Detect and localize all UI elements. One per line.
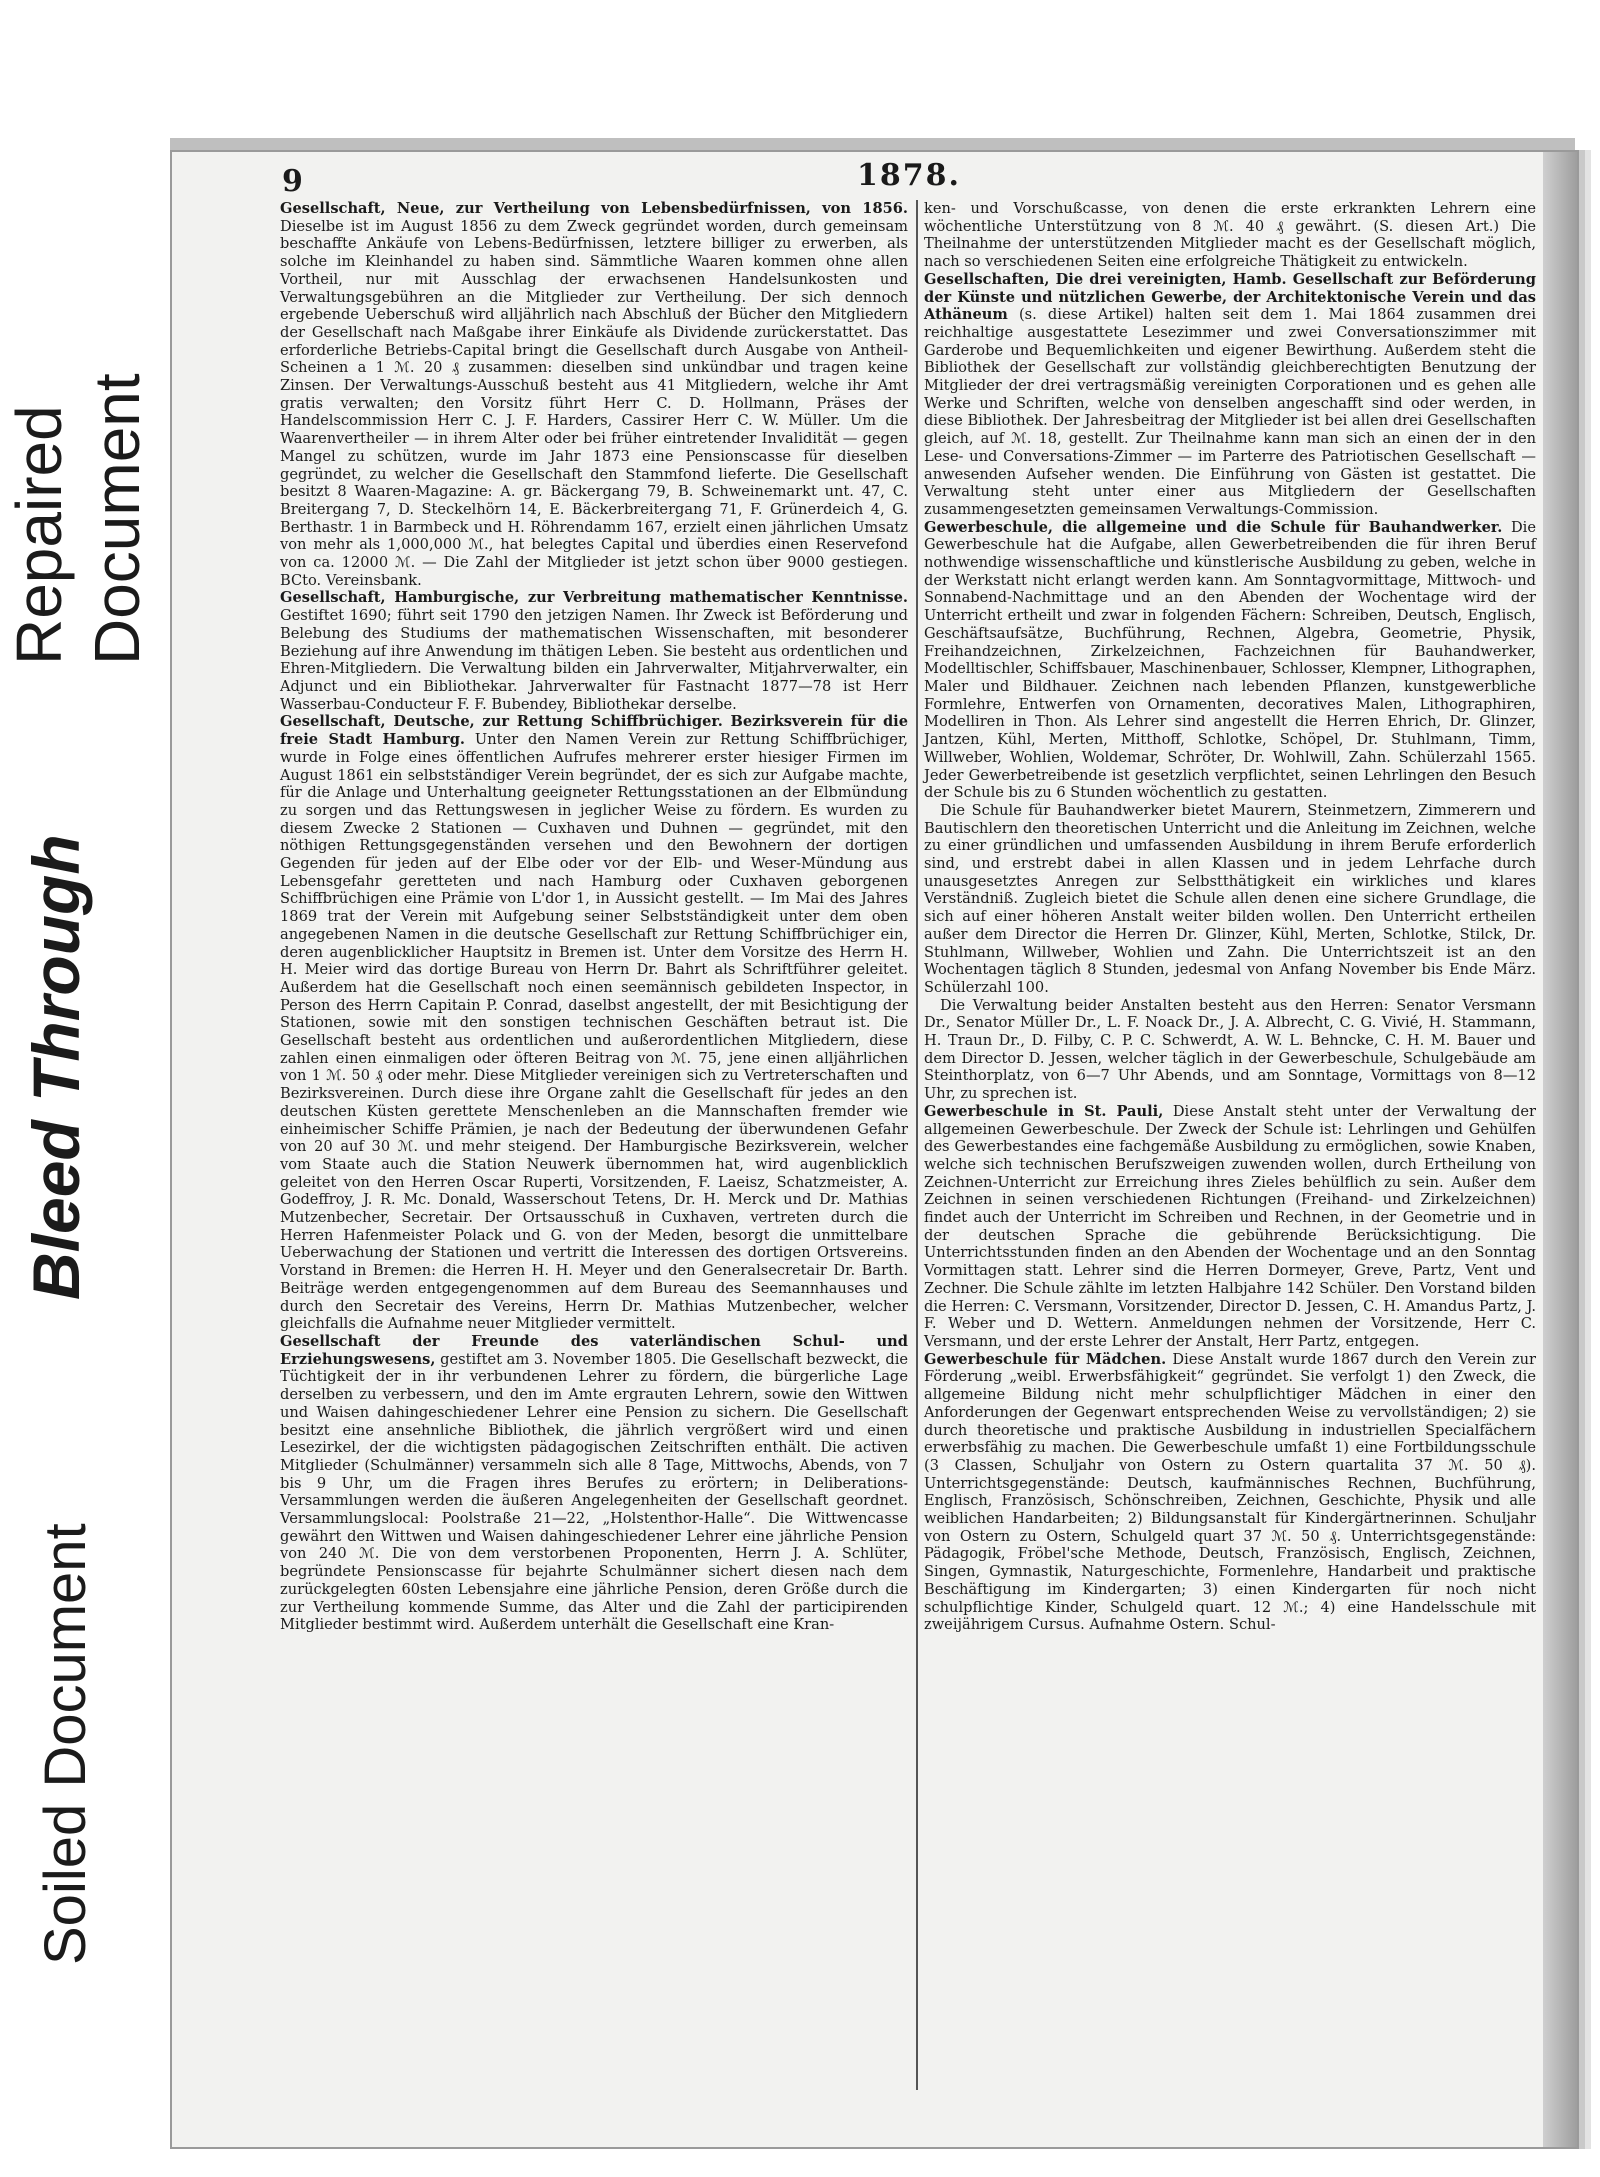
entry-text: Die Schule für Bauhandwerker bietet Maurern, Steinmetzern, Zimmerern und Bautischlern den theoretischen Unterricht und die Anleitung im Zeichnen, welche zu einer gründlichen und umfassenden Ausbildung in ihrem Berufe erforderlich sind, und erstrebt dabei in allen Klassen und in jedem Lehrfache durch unausgesetztes Anregen zur Selbstthätigkeit ein wirkliches und klares Verständniß. Zugleich bietet die Schule allen denen eine sichere Grundlage, die sich auf einer höheren Anstalt weiter bilden wollen. Den Unterricht ertheilen außer dem Director die Herren Dr. Glinzer, Kühl, Merten, Schlotke, Stilck, Dr. Stuhlmann, Willweber, Wohlien und Zahn. Die Unterrichtszeit ist an den Wochentagen täglich 8 Stunden, jedesmal von Anfang November bis Ende März. Schülerzahl 100. — [924, 801, 1536, 996]
entry-title: Gesellschaft, Neue, zur Vertheilung von Lebensbedürfnissen, von 1856. — [280, 200, 908, 217]
entry-text: Diese Anstalt wurde 1867 durch den Verein zur Förderung „weibl. Erwerbsfähigkeit“ gegründet. Sie verfolgt 1) den Zweck, die allgemeine Bildung nicht mehr schulpflichtiger Mädchen in einer den Anforderungen der Gegenwart entsprechenden Weise zu vervollständigen; 2) sie durch theoretische und praktische Ausbildung in industriellen Specialfächern erwerbsfähig zu machen. Die Gewerbeschule umfaßt 1) eine Fortbildungsschule (3 Classen, Schuljahr von Ostern zu Ostern quartalita 37 ℳ. 50 ₰). Unterrichtsgegenstände: Deutsch, kaufmännisches Rechnen, Buchführung, Englisch, Französisch, Schönschreiben, Zeichnen, Geschichte, Physik und alle weiblichen Handarbeiten; 2) Bildungsanstalt für Kindergärtnerinnen. Schuljahr von Ostern zu Ostern, Schulgeld quart 37 ℳ. 50 ₰. Unterrichtsgegenstände: Pädagogik, Fröbel'sche Methode, Deutsch, Französisch, Englisch, Zeichnen, Singen, Gymnastik, Naturgeschichte, Formenlehre, Handarbeit und praktische Beschäftigung im Kindergarten; 3) einen Kindergarten für noch nicht schulpflichtige Kinder, Schulgeld quart. 12 ℳ.; 4) eine Handelsschule mit zweijährigem Cursus. Aufnahme Ostern. Schul- — [924, 1350, 1537, 1634]
entry-title: Gewerbeschule für Mädchen. — [924, 1350, 1167, 1368]
entry-title: Gewerbeschule in St. Pauli, — [924, 1102, 1164, 1120]
entry-paragraph — [280, 200, 908, 589]
label-soiled-document: Soiled Document — [33, 1523, 98, 1965]
entry-paragraph — [924, 802, 1536, 997]
page-year: 1878. — [857, 158, 961, 193]
entry-text: Die Gewerbeschule hat die Aufgabe, allen Gewerbetreibenden die für ihren Beruf nothwendige wissenschaftliche und künstlerische Ausbildung zu geben, welche in der Werkstatt nicht erlangt werden kann. Am Sonntagvormittage, Mittwoch- und Sonnabend-Nachmittage und an den Abenden der Wochentage wird der Unterricht ertheilt und zwar in folgenden Fächern: Schreiben, Deutsch, Englisch, Geschäftsaufsätze, Buchführung, Rechnen, Algebra, Geometrie, Physik, Freihandzeichnen, Zirkelzeichnen, Fachzeichnen für Bauhandwerker, Modelltischler, Schiffsbauer, Maschinenbauer, Schlosser, Klempner, Lithographen, Maler und Bildhauer. Zeichnen nach lebenden Pflanzen, kunstgewerbliche Formlehre, Entwerfen von Ornamenten, decoratives Malen, Lithographiren, Modelliren in Thon. Als Lehrer sind angestellt die Herren Ehrich, Dr. Glinzer, Jantzen, Kühl, Merten, Mitthoff, Schlotke, Schöpel, Dr. Stuhlmann, Timm, Willweber, Wohlien, Woldemar, Schröter, Dr. Wohlwill, Zahn. Schülerzahl 1565. Jeder Gewerbetreibende ist gesetzlich verpflichtet, seinen Lehrlingen den Besuch der Schule bis zu 6 Stunden wöchentlich zu gestatten. — [924, 518, 1536, 802]
right-column — [924, 200, 1536, 2090]
entry-text: Gestiftet 1690; führt seit 1790 den jetzigen Namen. Ihr Zweck ist Beförderung und Belebung des Studiums der mathematischen Wissenschaften, mit besonderer Beziehung auf ihre Anwendung im thätigen Leben. Sie besteht aus ordentlichen und Ehren-Mitgliedern. Die Verwaltung bilden ein Jahrverwalter, Mitjahrverwalter, ein Adjunct und ein Bibliothekar. Jahrverwalter für Fastnacht 1877—78 ist Herr Wasserbau-Conducteur F. F. Bubendey, Bibliothekar derselbe. — [280, 607, 908, 713]
entry-text: Die Verwaltung beider Anstalten besteht aus den Herren: Senator Versmann Dr., Senator Müller Dr., L. F. Noack Dr., J. A. Albrecht, C. G. Vivié, H. Stammann, H. Traun Dr., D. Filby, C. P. C. Schwerdt, A. W. L. Behncke, C. H. M. Bauer und dem Director D. Jessen, welcher täglich in der Gewerbeschule, Schulgebäude am Steinthorplatz, von 6—7 Uhr Abends, und am Sonntage, Vormittags von 8—12 Uhr, zu sprechen ist. — [924, 996, 1536, 1103]
entry-paragraph — [924, 1351, 1536, 1634]
entry-title: Gesellschaft, Deutsche, zur Rettung Schiffbrüchiger. Bezirksverein für die freie Stadt Hamburg. — [280, 713, 908, 749]
entry-paragraph — [924, 1103, 1536, 1351]
left-column — [280, 200, 908, 2090]
entry-paragraph — [924, 271, 1536, 519]
entry-title: Gesellschaften, Die drei vereinigten, Hamb. Gesellschaft zur Beförderung der Künste und nützlichen Gewerbe, der Architektonische Verein und das Athäneum — [924, 270, 1536, 324]
entry-paragraph — [280, 589, 908, 713]
entry-paragraph — [924, 200, 1536, 271]
entry-title: Gesellschaft, Hamburgische, zur Verbreitung mathematischer Kenntnisse. — [280, 589, 908, 607]
entry-title: Gesellschaft der Freunde des vaterländischen Schul- und Erziehungswesens, — [280, 1333, 908, 1368]
entry-text: ken- und Vorschußcasse, von denen die erste erkrankten Lehrern eine wöchentliche Unterstützung von 8 ℳ. 40 ₰ gewährt. (S. diesen Art.) Die Theilnahme der unterstützenden Mitglieder macht es der Gesellschaft möglich, nach so verschiedenen Seiten eine erfolgreiche Thätigkeit zu entwickeln. — [924, 200, 1536, 271]
entry-text: (s. diese Artikel) halten seit dem 1. Mai 1864 zusammen drei reichhaltige ausgestattete Lesezimmer und zwei Conversationszimmer mit Garderobe und Bequemlichkeiten und eigener Bewirthung. Außerdem steht die Bibliothek der Gesellschaft zur vollständig gleichberechtigten Benutzung der Mitglieder der drei vertragsmäßig vereinigten Corporationen und es gehen alle Werke und Schriften, welche von denselben angeschafft sind oder werden, in diese Bibliothek. Der Jahresbeitrag der Mitglieder ist bei allen drei Gesellschaften gleich, auf ℳ. 18, gestellt. Zur Theilnahme kann man sich an einen der in den Lese- und Conversations-Zimmer — im Parterre des Patriotischen Gesellschaft — anwesenden Aufseher wenden. Die Einführung von Gästen ist gestattet. Die Verwaltung steht unter einer aus Mitgliedern der Gesellschaften zusammengesetzten gemeinsamen Verwaltungs-Commission. — [924, 306, 1536, 518]
entry-text: Dieselbe ist im August 1856 zu dem Zweck gegründet worden, durch gemeinsam beschaffte Ankäufe von Lebens-Bedürfnissen, letztere billiger zu erwerben, als solche im Kleinhandel zu haben sind. Sämmtliche Waaren kommen ohne allen Vortheil, nur mit Ausschlag der erwachsenen Handelsunkosten und Verwaltungsgebühren an die Mitglieder zur Vertheilung. Der sich dennoch ergebende Ueberschuß wird alljährlich nach Abschluß der Bücher den Mitgliedern der Gesellschaft nach Maßgabe ihrer Einkäufe als Dividende zurückerstattet. Das erforderliche Betriebs-Capital bringt die Gesellschaft durch Ausgabe von Antheil-Scheinen a 1 ℳ. 20 ₰ zusammen: dieselben sind unkündbar und tragen keine Zinsen. Der Verwaltungs-Ausschuß besteht aus 41 Mitgliedern, welche ihr Amt gratis verwalten; den Vorsitz führt Herr C. D. Hollmann, Präses der Handelscommission Herr C. J. F. Harders, Cassirer Herr C. W. Müller. Um die Waarenvertheiler — in ihrem Alter oder bei früher eintretender Invalidität — gegen Mangel zu schützen, wurde im Jahr 1873 eine Pensionscasse für dieselben gegründet, zu welcher die Gesellschaft den Stammfond lieferte. Die Gesellschaft besitzt 8 Waaren-Magazine: A. gr. Bäckergang 79, B. Schweinemarkt unt. 47, C. Breitergang 7, D. Steckelhörn 14, E. Bäckerbreitergang 71, F. Grünerdeich 4, G. Berthastr. 1 in Barmbeck und H. Röhrendamm 167, erzielt einen jährlichen Umsatz von mehr als 1,000,000 ℳ., hat belegtes Capital und überdies einen Reservefond von ca. 12000 ℳ. — Die Zahl der Mitglieder ist jetzt schon über 9000 gestiegen. BCto. Vereinsbank. — [280, 217, 908, 589]
page-number: 9 — [282, 164, 303, 199]
entry-paragraph — [280, 1333, 908, 1634]
entry-text: Diese Anstalt steht unter der Verwaltung der allgemeinen Gewerbeschule. Der Zweck der Schule ist: Lehrlingen und Gehülfen des Gewerbestandes eine fachgemäße Ausbildung zu ermöglichen, sowie Knaben, welche sich technischen Berufszweigen zuwenden wollen, durch Ertheilung von Zeichnen-Unterricht zur Erreichung ihres Zieles behülflich zu sein. Außer dem Zeichnen in seinen verschiedenen Richtungen (Freihand- und Zirkelzeichnen) findet auch der Unterricht im Schreiben und Rechnen, in der Geometrie und in der deutschen Sprache die gebührende Berücksichtigung. Die Unterrichtsstunden finden an den Abenden der Wochentage und an den Sonntag Vormittagen statt. Lehrer sind die Herren Dormeyer, Greve, Partz, Vent und Zechner. Die Schule zählte im letzten Halbjahre 142 Schüler. Den Vorstand bilden die Herren: C. Versmann, Vorsitzender, Director D. Jessen, C. H. Amandus Partz, J. F. Weber und D. Wettern. Anmeldungen nehmen der Vorsitzende, Herr C. Versmann, und der erste Lehrer der Anstalt, Herr Partz, entgegen. — [924, 1102, 1537, 1350]
scan-edge-top — [170, 138, 1575, 150]
entry-title: Gewerbeschule, die allgemeine und die Schule für Bauhandwerker. — [924, 518, 1503, 536]
column-divider — [916, 200, 918, 2090]
entry-paragraph — [280, 713, 908, 1333]
label-bleed-through: Bleed Through — [19, 834, 93, 1300]
entry-text: Unter den Namen Verein zur Rettung Schiffbrüchiger, wurde in Folge eines öffentlichen Aufrufes mehrerer erster hiesiger Firmen im August 1861 ein selbstständiger Verein begründet, der es sich zur Aufgabe machte, für die Anlage und Unterhaltung geeigneter Rettungsstationen an der Elbmündung zu sorgen und das Rettungswesen in jeglicher Weise zu fördern. Es wurden zu diesem Zwecke 2 Stationen — Cuxhaven und Duhnen — gegründet, mit den nöthigen Rettungsgegenständen versehen und den Bewohnern der dortigen Gegenden für jeden auf der Elbe oder vor der Elb- und Weser-Mündung aus Lebensgefahr geretteten und nach Hamburg oder Cuxhaven geborgenen Schiffbrüchigen eine Prämie von L'dor 1, in Aussicht gestellt. — Im Mai des Jahres 1869 trat der Verein mit Aufgebung seiner Selbstständigkeit unter dem oben angegebenen Namen in die deutsche Gesellschaft zur Rettung Schiffbrüchiger ein, deren augenblicklicher Hauptsitz in Bremen ist. Unter dem Vorsitze des Herrn H. H. Meier wird das dortige Bureau von Herrn Dr. Bahrt als Schriftführer geleitet. Außerdem hat die Gesellschaft noch einen seemännisch gebildeten Inspector, in Person des Herrn Capitain P. Conrad, daselbst angestellt, der mit Besichtigung der Stationen, sowie mit den sonstigen technischen Geschäften betraut ist. Die Gesellschaft besteht aus ordentlichen und außerordentlichen Mitgliedern, diese zahlen einen einmaligen oder öfteren Beitrag von ℳ. 75, jene einen alljährlichen von 1 ℳ. 50 ₰ oder mehr. Diese Mitglieder vereinigen sich zu Vertreterschaften und Bezirksvereinen. Durch diese ihre Organe zahlt die Gesellschaft für jedes an den deutschen Küsten gerettete Menschenleben an die Mannschaften fremder wie einheimischer Schiffe Prämien, je nach der Bedeutung der überwundenen Gefahr von 20 auf 30 ℳ. und mehr steigend. Der Hamburgische Bezirksverein, welcher vom Staate auch die Station Neuwerk übernommen hat, wird augenblicklich geleitet von den Herren Oscar Ruperti, Vorsitzenden, F. Laeisz, Schatzmeister, A. Godeffroy, J. R. Mc. Donald, Wasserschout Tetens, Dr. H. Merck und Dr. Mathias Mutzenbecher, Secretair. Der Ortsausschuß in Cuxhaven, vertreten durch die Herren Hafenmeister Polack und G. von der Meden, besorgt die unmittelbare Ueberwachung der Stationen und vertritt die Interessen des dortigen Ortsvereins. Vorstand in Bremen: die Herren H. H. Meyer und den Generalsecretair Dr. Barth. Beiträge werden entgegengenommen auf dem Bureau des Seemannhauses und durch den Secretair des Vereins, Herrn Dr. Mathias Mutzenbecher, welcher gleichfalls die Aufnahme neuer Mitglieder vermittelt. — [280, 731, 909, 1333]
label-repaired-document: Repaired Document — [3, 373, 153, 665]
scanned-page — [170, 150, 1579, 2149]
entry-paragraph — [924, 519, 1536, 802]
entry-text: gestiftet am 3. November 1805. Die Gesellschaft bezweckt, die Tüchtigkeit der in ihr verbundenen Lehrer zu fördern, die bürgerliche Lage derselben zu verbessern, und den im Amte ergrauten Lehrern, sowie den Wittwen und Waisen dahingeschiedener Lehrer eine Pension zu sichern. Die Gesellschaft besitzt eine ansehnliche Bibliothek, die jährlich vergrößert wird und einen Lesezirkel, der die wichtigsten pädagogischen Zeitschriften enthält. Die activen Mitglieder (Schulmänner) versammeln sich alle 8 Tage, Mittwochs, Abends, von 7 bis 9 Uhr, um die Fragen ihres Berufes zu erörtern; in Deliberations-Versammlungen werden die äußeren Angelegenheiten der Gesellschaft geordnet. Versammlungslocal: Poolstraße 21—22, „Holstenthor-Halle“. Die Wittwencasse gewährt den Wittwen und Waisen dahingeschiedener Lehrer eine jährliche Pension von 240 ℳ. Die von dem verstorbenen Proponenten, Herrn J. A. Schlüter, begründete Pensionscasse für bejahrte Schulmänner sichert diesen nach dem zurückgelegten 60sten Lebensjahre eine jährliche Pension, deren Größe durch die zur Vertheilung kommende Summe, das Alter und die Zahl der participirenden Mitglieder bestimmt wird. Außerdem unterhält die Gesellschaft eine Kran- — [280, 1350, 908, 1634]
entry-paragraph — [924, 997, 1536, 1103]
